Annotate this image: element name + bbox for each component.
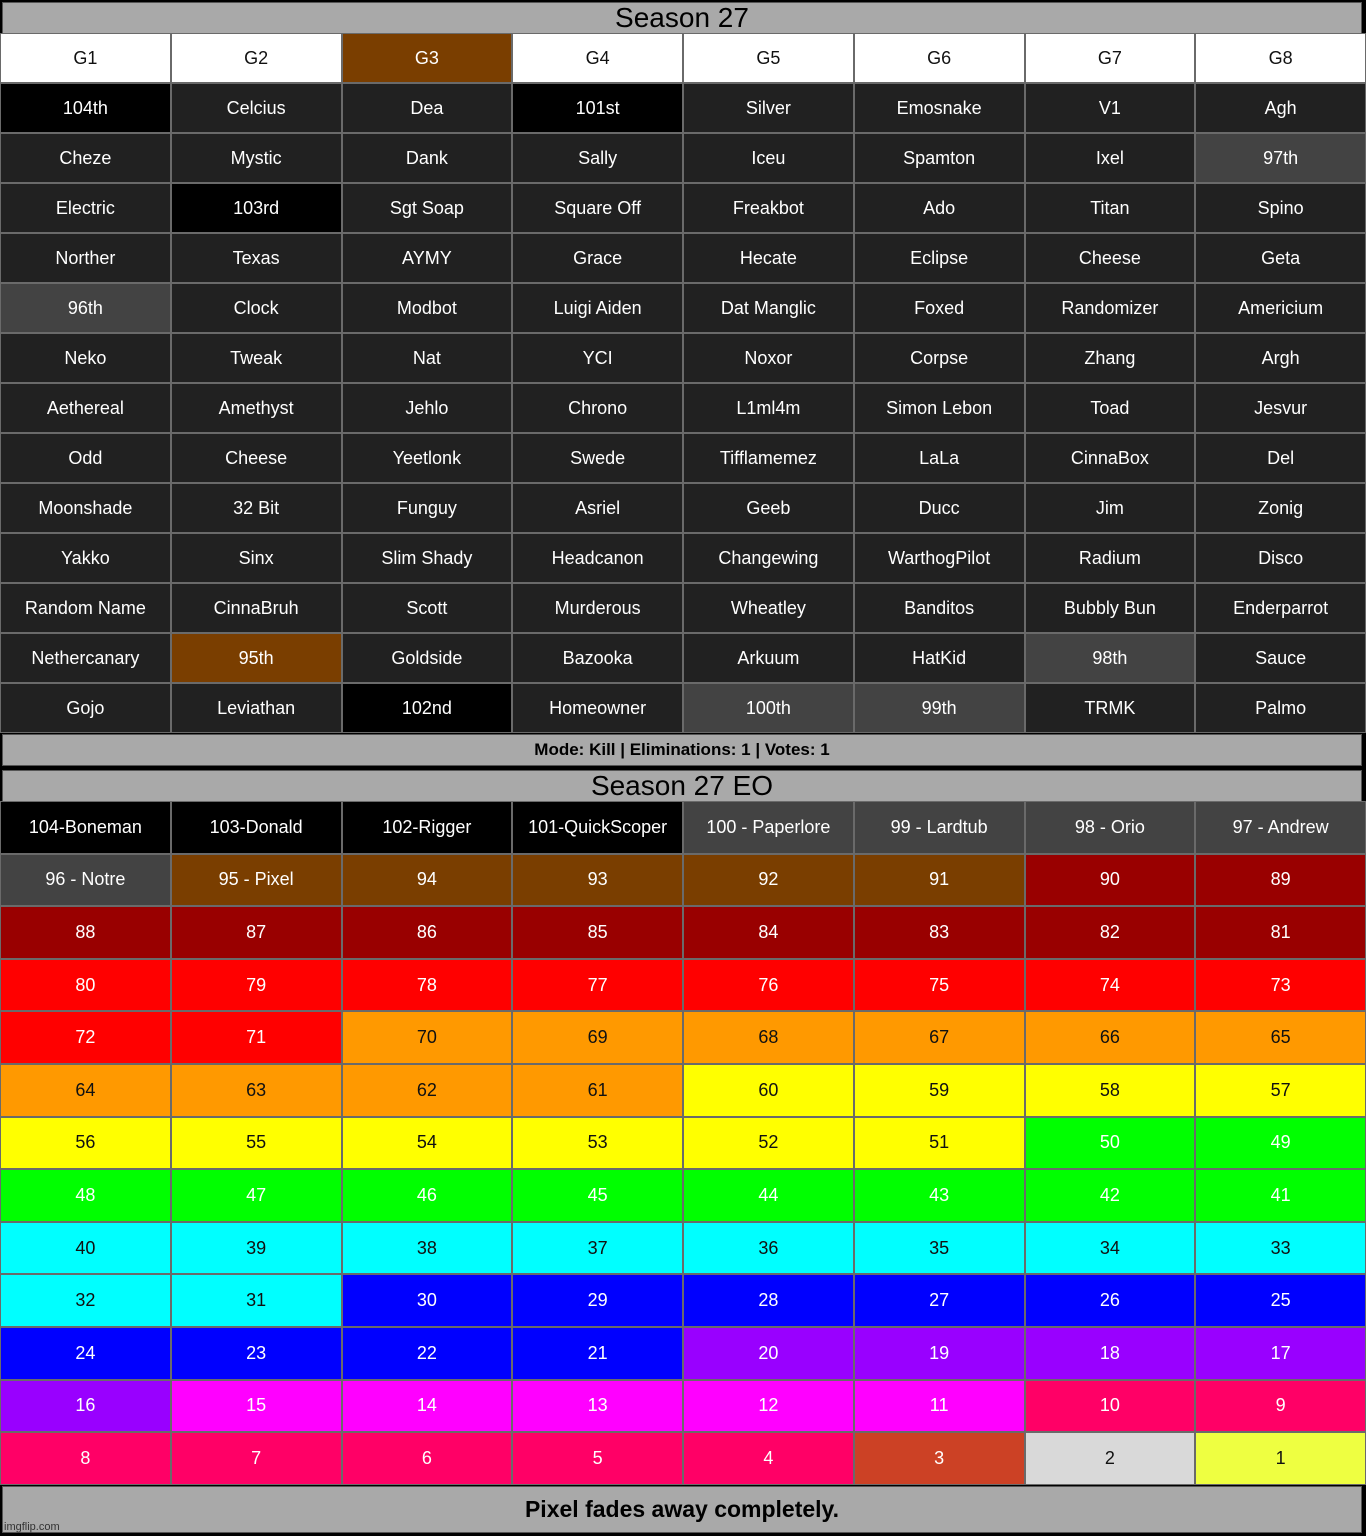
placement-cell: 43 xyxy=(854,1169,1025,1222)
contestant-cell: Clock xyxy=(171,283,342,333)
contestant-cell: 95th xyxy=(171,633,342,683)
placement-cell: 46 xyxy=(342,1169,513,1222)
contestant-cell: Gojo xyxy=(0,683,171,733)
contestant-cell: Jesvur xyxy=(1195,383,1366,433)
placement-cell: 32 xyxy=(0,1274,171,1327)
contestant-cell: CinnaBox xyxy=(1025,433,1196,483)
placement-cell: 7 xyxy=(171,1432,342,1485)
placement-cell: 37 xyxy=(512,1222,683,1275)
group-header: G1 xyxy=(0,33,171,83)
eo-grid xyxy=(0,801,1366,1485)
contestant-cell: Bubbly Bun xyxy=(1025,583,1196,633)
placement-cell: 79 xyxy=(171,959,342,1012)
contestant-cell: Grace xyxy=(512,233,683,283)
contestant-cell: CinnaBruh xyxy=(171,583,342,633)
group-header: G5 xyxy=(683,33,854,83)
contestant-cell: 102nd xyxy=(342,683,513,733)
contestant-cell: Ado xyxy=(854,183,1025,233)
contestant-cell: YCI xyxy=(512,333,683,383)
contestant-cell: Foxed xyxy=(854,283,1025,333)
contestant-cell: Homeowner xyxy=(512,683,683,733)
placement-cell: 91 xyxy=(854,854,1025,907)
contestant-cell: Dank xyxy=(342,133,513,183)
contestant-cell: Electric xyxy=(0,183,171,233)
contestant-cell: Yakko xyxy=(0,533,171,583)
placement-cell: 44 xyxy=(683,1169,854,1222)
group-header: G4 xyxy=(512,33,683,83)
contestant-cell: 100th xyxy=(683,683,854,733)
placement-cell: 94 xyxy=(342,854,513,907)
contestant-cell: Jehlo xyxy=(342,383,513,433)
placement-cell: 6 xyxy=(342,1432,513,1485)
placement-cell: 96 - Notre xyxy=(0,854,171,907)
placement-cell: 89 xyxy=(1195,854,1366,907)
contestant-cell: Ixel xyxy=(1025,133,1196,183)
contestant-cell: Slim Shady xyxy=(342,533,513,583)
placement-cell: 69 xyxy=(512,1011,683,1064)
placement-cell: 28 xyxy=(683,1274,854,1327)
placement-cell: 75 xyxy=(854,959,1025,1012)
contestant-cell: HatKid xyxy=(854,633,1025,683)
contestant-cell: Spino xyxy=(1195,183,1366,233)
contestant-cell: Chrono xyxy=(512,383,683,433)
contestant-cell: Cheese xyxy=(1025,233,1196,283)
contestant-cell: Hecate xyxy=(683,233,854,283)
contestant-cell: Toad xyxy=(1025,383,1196,433)
contestant-cell: Aethereal xyxy=(0,383,171,433)
contestant-cell: Palmo xyxy=(1195,683,1366,733)
placement-cell: 2 xyxy=(1025,1432,1196,1485)
contestant-cell: Goldside xyxy=(342,633,513,683)
placement-cell: 52 xyxy=(683,1117,854,1170)
contestant-cell: Geeb xyxy=(683,483,854,533)
contestant-cell: Dat Manglic xyxy=(683,283,854,333)
contestant-cell: Radium xyxy=(1025,533,1196,583)
placement-cell: 65 xyxy=(1195,1011,1366,1064)
placement-cell: 19 xyxy=(854,1327,1025,1380)
placement-cell: 101-QuickScoper xyxy=(512,801,683,854)
contestant-cell: Cheese xyxy=(171,433,342,483)
placement-cell: 60 xyxy=(683,1064,854,1117)
contestant-cell: Tweak xyxy=(171,333,342,383)
contestant-cell: Leviathan xyxy=(171,683,342,733)
placement-cell: 3 xyxy=(854,1432,1025,1485)
placement-cell: 55 xyxy=(171,1117,342,1170)
placement-cell: 74 xyxy=(1025,959,1196,1012)
placement-cell: 103-Donald xyxy=(171,801,342,854)
placement-cell: 10 xyxy=(1025,1380,1196,1433)
placement-cell: 51 xyxy=(854,1117,1025,1170)
placement-cell: 50 xyxy=(1025,1117,1196,1170)
contestant-cell: Jim xyxy=(1025,483,1196,533)
contestant-cell: Funguy xyxy=(342,483,513,533)
placement-cell: 85 xyxy=(512,906,683,959)
contestant-cell: Sally xyxy=(512,133,683,183)
group-header: G8 xyxy=(1195,33,1366,83)
group-header: G7 xyxy=(1025,33,1196,83)
placement-cell: 49 xyxy=(1195,1117,1366,1170)
placement-cell: 11 xyxy=(854,1380,1025,1433)
contestant-cell: Changewing xyxy=(683,533,854,583)
contestant-cell: Scott xyxy=(342,583,513,633)
placement-cell: 81 xyxy=(1195,906,1366,959)
placement-cell: 18 xyxy=(1025,1327,1196,1380)
contestant-cell: 96th xyxy=(0,283,171,333)
placement-cell: 38 xyxy=(342,1222,513,1275)
placement-cell: 9 xyxy=(1195,1380,1366,1433)
placement-cell: 57 xyxy=(1195,1064,1366,1117)
placement-cell: 92 xyxy=(683,854,854,907)
placement-cell: 56 xyxy=(0,1117,171,1170)
contestant-cell: Del xyxy=(1195,433,1366,483)
placement-cell: 100 - Paperlore xyxy=(683,801,854,854)
placement-cell: 77 xyxy=(512,959,683,1012)
contestant-cell: Murderous xyxy=(512,583,683,633)
contestant-cell: WarthogPilot xyxy=(854,533,1025,583)
contestant-cell: Americium xyxy=(1195,283,1366,333)
placement-cell: 66 xyxy=(1025,1011,1196,1064)
placement-cell: 82 xyxy=(1025,906,1196,959)
placement-cell: 12 xyxy=(683,1380,854,1433)
placement-cell: 40 xyxy=(0,1222,171,1275)
contestant-cell: Silver xyxy=(683,83,854,133)
placement-cell: 30 xyxy=(342,1274,513,1327)
contestant-cell: Celcius xyxy=(171,83,342,133)
mode-bar: Mode: Kill | Eliminations: 1 | Votes: 1 xyxy=(2,734,1362,766)
placement-cell: 21 xyxy=(512,1327,683,1380)
placement-cell: 1 xyxy=(1195,1432,1366,1485)
contestant-cell: Sgt Soap xyxy=(342,183,513,233)
contestant-cell: Agh xyxy=(1195,83,1366,133)
placement-cell: 13 xyxy=(512,1380,683,1433)
placement-cell: 22 xyxy=(342,1327,513,1380)
contestant-cell: 98th xyxy=(1025,633,1196,683)
contestant-cell: Iceu xyxy=(683,133,854,183)
placement-cell: 90 xyxy=(1025,854,1196,907)
group-header: G6 xyxy=(854,33,1025,83)
placement-cell: 70 xyxy=(342,1011,513,1064)
placement-cell: 27 xyxy=(854,1274,1025,1327)
contestant-cell: Moonshade xyxy=(0,483,171,533)
season-grid xyxy=(0,33,1366,733)
contestant-cell: 104th xyxy=(0,83,171,133)
contestant-cell: Swede xyxy=(512,433,683,483)
contestant-cell: Bazooka xyxy=(512,633,683,683)
placement-cell: 104-Boneman xyxy=(0,801,171,854)
placement-cell: 97 - Andrew xyxy=(1195,801,1366,854)
contestant-cell: Emosnake xyxy=(854,83,1025,133)
contestant-cell: Corpse xyxy=(854,333,1025,383)
contestant-cell: Spamton xyxy=(854,133,1025,183)
placement-cell: 35 xyxy=(854,1222,1025,1275)
eo-title: Season 27 EO xyxy=(2,770,1362,802)
placement-cell: 34 xyxy=(1025,1222,1196,1275)
placement-cell: 33 xyxy=(1195,1222,1366,1275)
placement-cell: 84 xyxy=(683,906,854,959)
contestant-cell: Square Off xyxy=(512,183,683,233)
placement-cell: 62 xyxy=(342,1064,513,1117)
placement-cell: 99 - Lardtub xyxy=(854,801,1025,854)
placement-cell: 68 xyxy=(683,1011,854,1064)
placement-cell: 26 xyxy=(1025,1274,1196,1327)
contestant-cell: Randomizer xyxy=(1025,283,1196,333)
placement-cell: 87 xyxy=(171,906,342,959)
placement-cell: 73 xyxy=(1195,959,1366,1012)
contestant-cell: Noxor xyxy=(683,333,854,383)
placement-cell: 47 xyxy=(171,1169,342,1222)
placement-cell: 16 xyxy=(0,1380,171,1433)
placement-cell: 29 xyxy=(512,1274,683,1327)
placement-cell: 59 xyxy=(854,1064,1025,1117)
contestant-cell: Nat xyxy=(342,333,513,383)
contestant-cell: Enderparrot xyxy=(1195,583,1366,633)
contestant-cell: Zhang xyxy=(1025,333,1196,383)
placement-cell: 61 xyxy=(512,1064,683,1117)
placement-cell: 88 xyxy=(0,906,171,959)
placement-cell: 54 xyxy=(342,1117,513,1170)
contestant-cell: AYMY xyxy=(342,233,513,283)
contestant-cell: 99th xyxy=(854,683,1025,733)
group-header: G3 xyxy=(342,33,513,83)
placement-cell: 41 xyxy=(1195,1169,1366,1222)
contestant-cell: 103rd xyxy=(171,183,342,233)
contestant-cell: Luigi Aiden xyxy=(512,283,683,333)
placement-cell: 23 xyxy=(171,1327,342,1380)
placement-cell: 76 xyxy=(683,959,854,1012)
contestant-cell: Sauce xyxy=(1195,633,1366,683)
placement-cell: 45 xyxy=(512,1169,683,1222)
contestant-cell: Headcanon xyxy=(512,533,683,583)
placement-cell: 39 xyxy=(171,1222,342,1275)
footer-bar: Pixel fades away completely. xyxy=(2,1486,1362,1533)
contestant-cell: TRMK xyxy=(1025,683,1196,733)
group-header: G2 xyxy=(171,33,342,83)
contestant-cell: Freakbot xyxy=(683,183,854,233)
watermark: imgflip.com xyxy=(4,1521,60,1533)
placement-cell: 86 xyxy=(342,906,513,959)
contestant-cell: 32 Bit xyxy=(171,483,342,533)
contestant-cell: Dea xyxy=(342,83,513,133)
contestant-cell: Neko xyxy=(0,333,171,383)
placement-cell: 95 - Pixel xyxy=(171,854,342,907)
placement-cell: 20 xyxy=(683,1327,854,1380)
placement-cell: 67 xyxy=(854,1011,1025,1064)
placement-cell: 4 xyxy=(683,1432,854,1485)
placement-cell: 102-Rigger xyxy=(342,801,513,854)
contestant-cell: Odd xyxy=(0,433,171,483)
placement-cell: 5 xyxy=(512,1432,683,1485)
placement-cell: 58 xyxy=(1025,1064,1196,1117)
placement-cell: 71 xyxy=(171,1011,342,1064)
contestant-cell: Random Name xyxy=(0,583,171,633)
contestant-cell: Asriel xyxy=(512,483,683,533)
contestant-cell: Geta xyxy=(1195,233,1366,283)
placement-cell: 14 xyxy=(342,1380,513,1433)
contestant-cell: Arkuum xyxy=(683,633,854,683)
placement-cell: 15 xyxy=(171,1380,342,1433)
contestant-cell: Mystic xyxy=(171,133,342,183)
contestant-cell: 97th xyxy=(1195,133,1366,183)
contestant-cell: Disco xyxy=(1195,533,1366,583)
placement-cell: 25 xyxy=(1195,1274,1366,1327)
contestant-cell: Texas xyxy=(171,233,342,283)
contestant-cell: Ducc xyxy=(854,483,1025,533)
placement-cell: 72 xyxy=(0,1011,171,1064)
contestant-cell: Zonig xyxy=(1195,483,1366,533)
contestant-cell: Modbot xyxy=(342,283,513,333)
placement-cell: 63 xyxy=(171,1064,342,1117)
contestant-cell: Sinx xyxy=(171,533,342,583)
placement-cell: 53 xyxy=(512,1117,683,1170)
contestant-cell: Cheze xyxy=(0,133,171,183)
placement-cell: 78 xyxy=(342,959,513,1012)
placement-cell: 8 xyxy=(0,1432,171,1485)
placement-cell: 64 xyxy=(0,1064,171,1117)
contestant-cell: L1ml4m xyxy=(683,383,854,433)
contestant-cell: V1 xyxy=(1025,83,1196,133)
contestant-cell: Tifflamemez xyxy=(683,433,854,483)
contestant-cell: Norther xyxy=(0,233,171,283)
contestant-cell: Argh xyxy=(1195,333,1366,383)
contestant-cell: Banditos xyxy=(854,583,1025,633)
contestant-cell: Titan xyxy=(1025,183,1196,233)
placement-cell: 31 xyxy=(171,1274,342,1327)
contestant-cell: LaLa xyxy=(854,433,1025,483)
contestant-cell: Wheatley xyxy=(683,583,854,633)
contestant-cell: Yeetlonk xyxy=(342,433,513,483)
contestant-cell: Eclipse xyxy=(854,233,1025,283)
contestant-cell: Simon Lebon xyxy=(854,383,1025,433)
contestant-cell: Amethyst xyxy=(171,383,342,433)
season-title: Season 27 xyxy=(2,2,1362,34)
placement-cell: 98 - Orio xyxy=(1025,801,1196,854)
contestant-cell: Nethercanary xyxy=(0,633,171,683)
contestant-cell: 101st xyxy=(512,83,683,133)
placement-cell: 93 xyxy=(512,854,683,907)
placement-cell: 83 xyxy=(854,906,1025,959)
placement-cell: 48 xyxy=(0,1169,171,1222)
placement-cell: 80 xyxy=(0,959,171,1012)
placement-cell: 24 xyxy=(0,1327,171,1380)
placement-cell: 36 xyxy=(683,1222,854,1275)
placement-cell: 17 xyxy=(1195,1327,1366,1380)
placement-cell: 42 xyxy=(1025,1169,1196,1222)
